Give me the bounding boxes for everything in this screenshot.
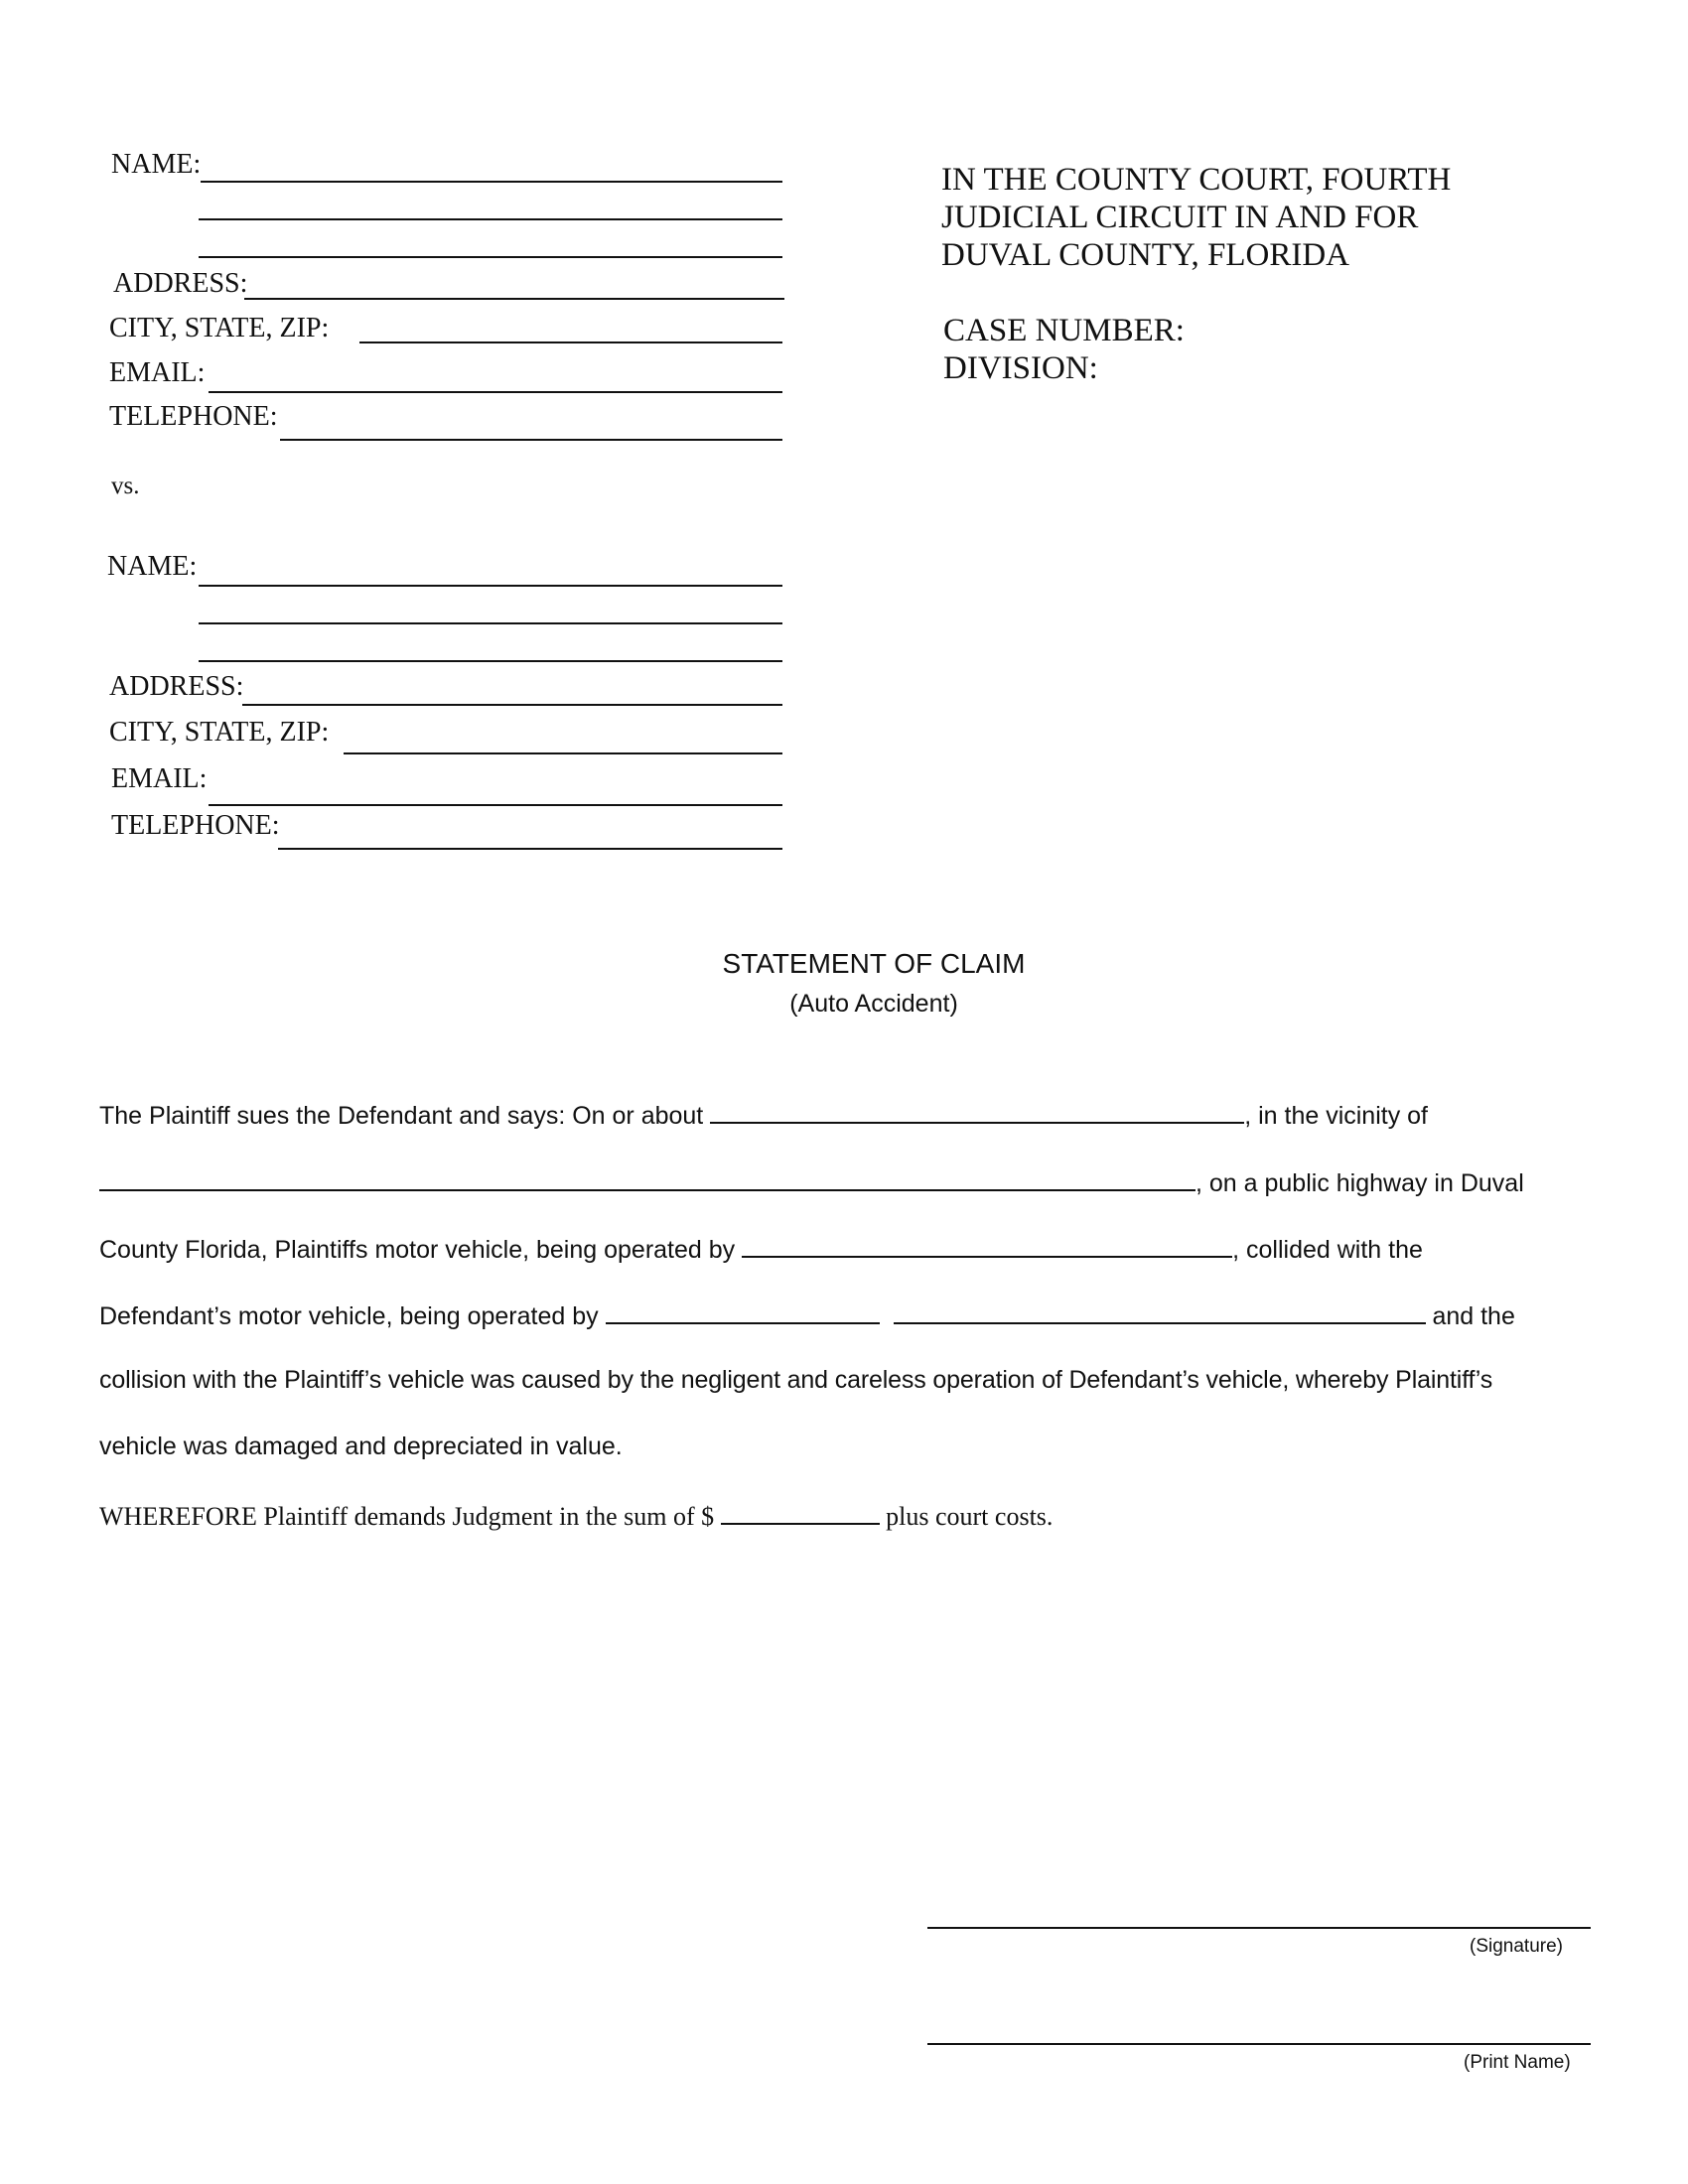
plaintiff-city-label: CITY, STATE, ZIP: bbox=[109, 313, 330, 343]
claim-line-1-text-a: The Plaintiff sues the Defendant and says: On or about bbox=[99, 1102, 711, 1130]
plaintiff-address-field[interactable] bbox=[244, 298, 784, 300]
plaintiff-name-label: NAME: bbox=[111, 149, 202, 180]
plaintiff-telephone-label: TELEPHONE: bbox=[109, 401, 278, 432]
claim-line-3-text-b: , collided with the bbox=[1232, 1236, 1423, 1264]
case-number-label: CASE NUMBER: bbox=[943, 313, 1185, 348]
claim-line-1-text-b: , in the vicinity of bbox=[1244, 1102, 1429, 1130]
wherefore-line bbox=[99, 1501, 1053, 1530]
claim-line-6: vehicle was damaged and depreciated in value. bbox=[99, 1433, 623, 1460]
court-line-3: DUVAL COUNTY, FLORIDA bbox=[941, 237, 1350, 273]
print-name-label: (Print Name) bbox=[1464, 2052, 1571, 2073]
amount-blank[interactable] bbox=[721, 1501, 880, 1525]
defendant-email-field[interactable] bbox=[209, 804, 782, 806]
plaintiff-name-field-1[interactable] bbox=[201, 181, 782, 183]
defendant-address-field[interactable] bbox=[242, 704, 782, 706]
defendant-name-field-2[interactable] bbox=[199, 622, 782, 624]
claim-line-2 bbox=[99, 1167, 1524, 1196]
versus-text: vs. bbox=[111, 473, 140, 499]
defendant-driver-blank-1[interactable] bbox=[606, 1300, 880, 1324]
plaintiff-name-field-2[interactable] bbox=[199, 218, 782, 220]
defendant-name-label: NAME: bbox=[107, 551, 198, 582]
defendant-telephone-label: TELEPHONE: bbox=[111, 810, 280, 841]
defendant-driver-blank-2[interactable] bbox=[894, 1300, 1426, 1324]
claim-line-2-text-b: , on a public highway in Duval bbox=[1196, 1169, 1524, 1197]
defendant-address-label: ADDRESS: bbox=[109, 671, 244, 702]
location-blank[interactable] bbox=[99, 1167, 1196, 1191]
court-line-1: IN THE COUNTY COURT, FOURTH bbox=[941, 162, 1452, 198]
plaintiff-telephone-field[interactable] bbox=[280, 439, 782, 441]
plaintiff-email-field[interactable] bbox=[209, 391, 782, 393]
division-label: DIVISION: bbox=[943, 350, 1098, 386]
defendant-city-label: CITY, STATE, ZIP: bbox=[109, 717, 330, 748]
claim-line-4 bbox=[99, 1300, 1515, 1329]
print-name-line[interactable] bbox=[927, 2043, 1591, 2045]
plaintiff-driver-blank[interactable] bbox=[742, 1234, 1232, 1258]
plaintiff-address-label: ADDRESS: bbox=[113, 268, 248, 299]
defendant-name-field-3[interactable] bbox=[199, 660, 782, 662]
document-title: STATEMENT OF CLAIM bbox=[722, 948, 1026, 979]
defendant-telephone-field[interactable] bbox=[278, 848, 782, 850]
claim-line-5: collision with the Plaintiff’s vehicle was caused by the negligent and careless operation of Defendant’s vehicle, whereby Plaintiff’s bbox=[99, 1366, 1493, 1394]
plaintiff-name-field-3[interactable] bbox=[199, 256, 782, 258]
claim-line-1 bbox=[99, 1100, 1428, 1129]
claim-line-3 bbox=[99, 1234, 1423, 1263]
plaintiff-email-label: EMAIL: bbox=[109, 357, 206, 388]
defendant-email-label: EMAIL: bbox=[111, 763, 208, 794]
wherefore-text-a: WHEREFORE Plaintiff demands Judgment in the sum of $ bbox=[99, 1502, 721, 1531]
plaintiff-city-field[interactable] bbox=[359, 341, 782, 343]
signature-label: (Signature) bbox=[1470, 1936, 1563, 1957]
document-subtitle: (Auto Accident) bbox=[789, 990, 958, 1018]
court-line-2: JUDICIAL CIRCUIT IN AND FOR bbox=[941, 200, 1419, 235]
wherefore-text-b: plus court costs. bbox=[879, 1502, 1054, 1531]
defendant-name-field-1[interactable] bbox=[199, 585, 782, 587]
date-blank[interactable] bbox=[710, 1100, 1244, 1124]
claim-line-3-text-a: County Florida, Plaintiffs motor vehicle, being operated by bbox=[99, 1236, 743, 1264]
claim-line-4-text-a: Defendant’s motor vehicle, being operated by bbox=[99, 1302, 606, 1330]
signature-line[interactable] bbox=[927, 1927, 1591, 1929]
defendant-city-field[interactable] bbox=[344, 752, 782, 754]
claim-line-4-text-b: and the bbox=[1425, 1302, 1515, 1330]
court-caption bbox=[941, 161, 1451, 274]
case-info bbox=[943, 312, 1185, 387]
